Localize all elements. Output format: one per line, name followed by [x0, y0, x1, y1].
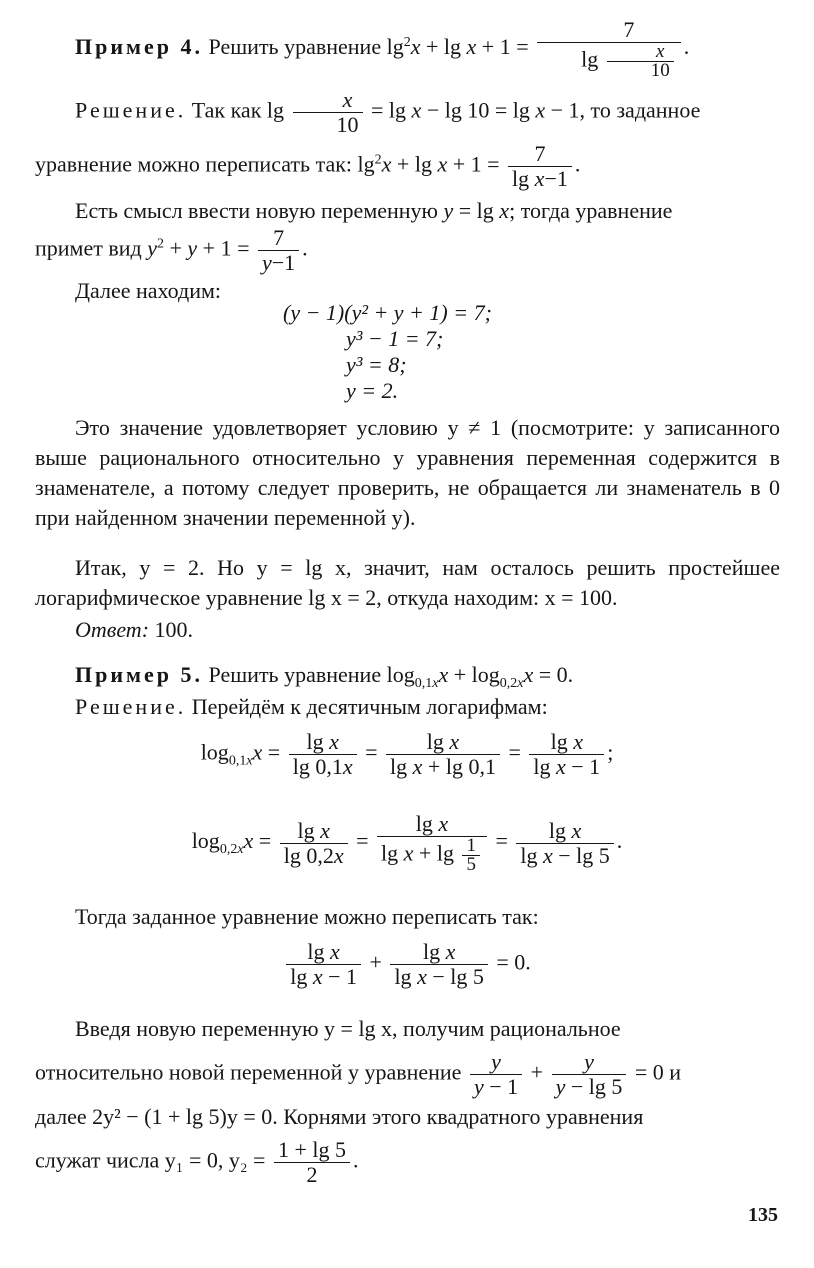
rewrite-text: уравнение можно переписать так:: [35, 151, 353, 177]
rewrite-text-ex5: Тогда заданное уравнение можно переписать так:: [75, 904, 539, 929]
example-4-task: Решить уравнение: [208, 34, 382, 60]
example-4-solution-heading: Решение.: [75, 97, 187, 123]
new-variable-para-4: служат числа y₁ = 0, y₂ = $\frac{1 + \lg 5}{2}$ .: [35, 1137, 359, 1187]
example-4-heading: Пример 4.: [75, 34, 204, 60]
example-5-heading: Пример 5.: [75, 662, 204, 687]
formula-log-01x: $\log_{0,1x}x$ = $\frac{\text{lg x}}{\lg 0,1x}$ = $\frac{\text{lg x}}{\text{lg x + lg 0,1}}$ = $\frac{\text{lg x}}{\text{lg x − 1}}$ ;: [200, 729, 614, 779]
example-5-solution-heading: Решение.: [75, 694, 187, 719]
roots-text: служат числа y₁ = 0, y₂ =: [35, 1147, 266, 1173]
substitution-text: Есть смысл ввести новую переменную: [75, 198, 438, 223]
example-5-statement: Пример 5. Решить уравнение $\log_{0,1x}x + \log_{0,2x}x = 0$.: [75, 662, 574, 691]
chain-line-4: y = 2.: [346, 378, 399, 403]
solution-text-since: Так как: [191, 97, 262, 123]
answer-value: 100.: [154, 617, 194, 642]
chain-line-1: (y − 1)(y² + y + 1) = 7;: [283, 300, 492, 325]
new-form-text: примет вид: [35, 235, 142, 261]
example-4-statement: Пример 4. Решить уравнение $\lg^2x + \lg x + 1$ = 7 lg $\frac{x}{10}$ .: [75, 17, 690, 81]
chain-line-2: y³ − 1 = 7;: [346, 326, 444, 351]
example-4-solution-line: Решение. Так как lg $\frac{x}{10}$ = lg x − lg 10 = lg x − 1, то заданное: [75, 87, 701, 137]
example-4-rewritten: уравнение можно переписать так: $\lg^2x + \lg x + 1$ = $\frac{7}{\text{lg x−1}}$ .: [35, 141, 581, 191]
solution-text-then: то заданное: [590, 97, 701, 123]
new-variable-para-2: относительно новой переменной y уравнение $\frac{y}{y - 1}$ + $\frac{y}{y - \lg 5}$ = 0 и: [35, 1049, 682, 1099]
answer-line: [35, 615, 780, 645]
new-variable-para-3: далее 2y² − (1 + lg 5)y = 0. Корнями этого квадратного уравнения: [35, 1104, 644, 1129]
new-variable-para-1: Введя новую переменную y = lg x, получим рациональное: [75, 1016, 621, 1041]
example-5-solution-text: Перейдём к десятичным логарифмам:: [191, 694, 548, 719]
answer-label: Ответ:: [75, 617, 150, 642]
fraction-7-over-lg-x-10: 7 lg $\frac{x}{10}$: [537, 18, 681, 80]
further-find-label: Далее находим:: [75, 278, 222, 303]
example-5-solution-line: [35, 692, 780, 722]
chain-line-3: y³ = 8;: [346, 352, 407, 377]
check-paragraph: Это значение удовлетворяет условию y ≠ 1 (посмотрите: у записанного выше рационального относительно y уравнения переменная содержится в знаменателе, а потому следует проверить, не обращается ли знаменатель в 0 при найденном значении переменной y).: [35, 415, 780, 530]
rewritten-equation-ex5: $\frac{\text{lg x}}{\text{lg x − 1}}$ + $\frac{\text{lg x}}{\text{lg x − lg 5}}$ = 0.: [0, 940, 814, 989]
new-variable-text-end: = 0 и: [634, 1059, 682, 1085]
final-paragraph: Итак, y = 2. Но y = lg x, значит, нам осталось решить простейшее логарифмическое уравнение lg x = 2, откуда находим: x = 100.: [35, 555, 780, 610]
example-5-task: Решить уравнение: [208, 662, 382, 687]
example-4-new-form: примет вид $y^2 + y + 1$ = $\frac{7}{y-1}$ .: [35, 225, 308, 275]
page-number: 135: [748, 1204, 778, 1226]
example-4-substitution: Есть смысл ввести новую переменную y = lg x; тогда уравнение: [75, 198, 673, 223]
substitution-text-2: тогда уравнение: [520, 198, 673, 223]
formula-log-02x: $\log_{0,2x}x$ = $\frac{\text{lg x}}{\lg 0,2x}$ = lg x lg x + lg $\frac{1}{5}$ = $\frac{\text{lg x}}{\text{lg x − lg 5}}$ .: [191, 811, 623, 875]
new-variable-text: относительно новой переменной y уравнение: [35, 1059, 462, 1085]
